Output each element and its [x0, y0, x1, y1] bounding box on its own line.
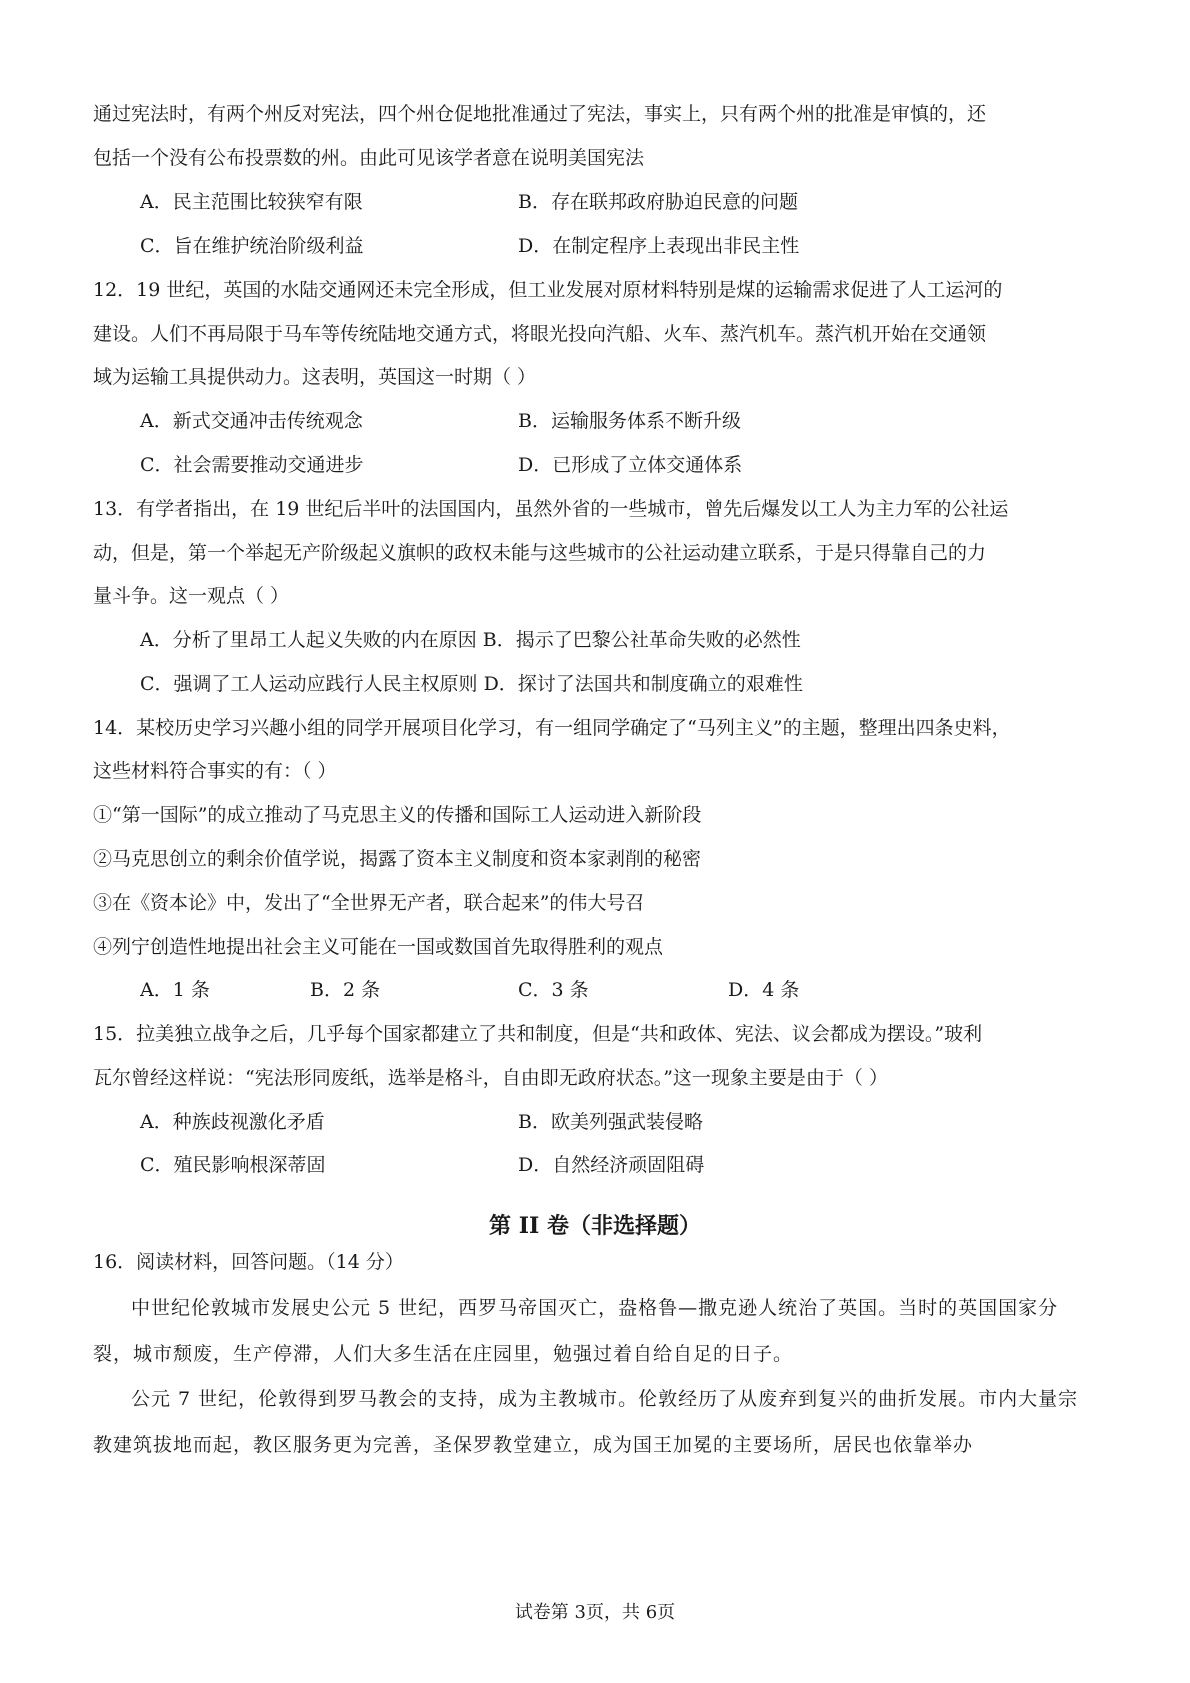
- q14-line2: 这些材料符合事实的有：（ ）: [93, 760, 337, 782]
- q14-option-d: D．4 条: [728, 979, 800, 1001]
- section-title: 第 II 卷（非选择题）: [489, 1213, 701, 1239]
- q13-line3: 量斗争。这一观点（ ）: [93, 585, 290, 607]
- q14-line1: 14．某校历史学习兴趣小组的同学开展项目化学习，有一组同学确定了“马列主义”的主题，整理出四条史料，: [93, 717, 1011, 739]
- q12-option-c: C．社会需要推动交通进步: [140, 454, 364, 476]
- q12-option-d: D．已形成了立体交通体系: [518, 454, 743, 476]
- q11-option-a: A．民主范围比较狭窄有限: [140, 191, 363, 213]
- q15-line2: 瓦尔曾经这样说：“宪法形同废纸，选举是格斗，自由即无政府状态。”这一现象主要是由于（ ）: [93, 1067, 888, 1089]
- q13-options-ab: A．分析了里昂工人起义失败的内在原因 B．揭示了巴黎公社革命失败的必然性: [140, 629, 801, 651]
- q12-option-b: B．运输服务体系不断升级: [518, 410, 741, 432]
- page-footer: 试卷第 3页，共 6页: [514, 1602, 676, 1623]
- q14-option-a: A．1 条: [140, 979, 210, 1001]
- q11-option-c: C．旨在维护统治阶级利益: [140, 235, 364, 257]
- q15-option-d: D．自然经济顽固阻碍: [518, 1154, 705, 1176]
- q14-item4: ④列宁创造性地提出社会主义可能在一国或数国首先取得胜利的观点: [93, 936, 664, 958]
- q11-line1: 通过宪法时，有两个州反对宪法，四个州仓促地批准通过了宪法，事实上，只有两个州的批准是审慎的，还: [93, 103, 987, 125]
- q14-item3: ③在《资本论》中，发出了“全世界无产者，联合起来”的伟大号召: [93, 892, 645, 914]
- q11-option-b: B．存在联邦政府胁迫民意的问题: [518, 191, 798, 213]
- q15-line1: 15．拉美独立战争之后，几乎每个国家都建立了共和制度，但是“共和政体、宪法、议会都成为摆设。”玻利: [93, 1023, 983, 1045]
- q11-line2: 包括一个没有公布投票数的州。由此可见该学者意在说明美国宪法: [93, 147, 645, 169]
- q16-stem: 16．阅读材料，回答问题。（14 分）: [93, 1251, 404, 1273]
- q13-line2: 动，但是，第一个举起无产阶级起义旗帜的政权未能与这些城市的公社运动建立联系，于是只得靠自己的力: [93, 542, 987, 564]
- q12-line2: 建设。人们不再局限于马车等传统陆地交通方式，将眼光投向汽船、火车、蒸汽机车。蒸汽机开始在交通领: [93, 323, 987, 345]
- q13-options-cd: C．强调了工人运动应践行人民主权原则 D．探讨了法国共和制度确立的艰难性: [140, 673, 803, 695]
- q14-item2: ②马克思创立的剩余价值学说，揭露了资本主义制度和资本家剥削的秘密: [93, 848, 702, 870]
- q14-option-c: C．3 条: [518, 979, 589, 1001]
- q16-paragraph-1: 中世纪伦敦城市发展史公元 5 世纪，西罗马帝国灭亡，盎格鲁—撒克逊人统治了英国。当时的英国国家分裂，城市颓废，生产停滞，人们大多生活在庄园里，勉强过着自给自足的日子。: [93, 1297, 1059, 1365]
- q14-item1: ①“第一国际”的成立推动了马克思主义的传播和国际工人运动进入新阶段: [93, 804, 702, 826]
- q12-line3: 域为运输工具提供动力。这表明，英国这一时期（ ）: [93, 366, 537, 388]
- q15-option-a: A．种族歧视激化矛盾: [140, 1111, 325, 1133]
- q15-option-c: C．殖民影响根深蒂固: [140, 1154, 326, 1176]
- q14-option-b: B．2 条: [310, 979, 381, 1001]
- q12-option-a: A．新式交通冲击传统观念: [140, 410, 363, 432]
- q15-option-b: B．欧美列强武装侵略: [518, 1111, 703, 1133]
- q12-line1: 12．19 世纪，英国的水陆交通网还未完全形成，但工业发展对原材料特别是煤的运输需求促进了人工运河的: [93, 279, 1003, 301]
- q11-option-d: D．在制定程序上表现出非民主性: [518, 235, 800, 257]
- q13-line1: 13．有学者指出，在 19 世纪后半叶的法国国内，虽然外省的一些城市，曾先后爆发以工人为主力军的公社运: [93, 498, 1009, 520]
- q16-paragraph-2: 公元 7 世纪，伦敦得到罗马教会的支持，成为主教城市。伦敦经历了从废弃到复兴的曲折发展。市内大量宗教建筑拔地而起，教区服务更为完善，圣保罗教堂建立，成为国王加冕的主要场所，居民也依靠举办: [93, 1388, 1079, 1456]
